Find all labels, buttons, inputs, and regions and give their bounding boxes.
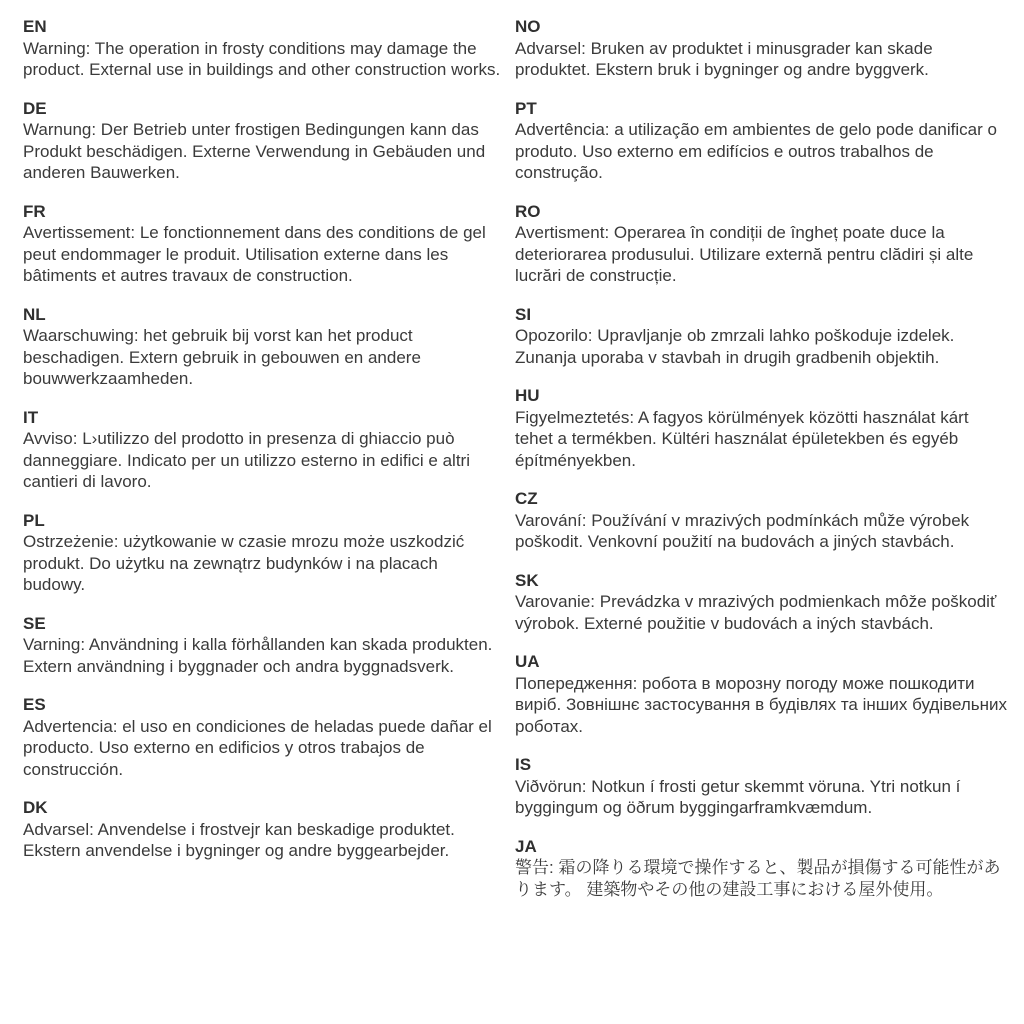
language-code-label: FR (23, 201, 46, 221)
warning-text: Avertisment: Operarea în condiții de îngheț poate duce la deteriorarea produsului. Utilizare externă pentru clădiri și alte lucrări de construcție. (515, 223, 974, 285)
language-code-label: PT (515, 98, 537, 118)
warning-text: Warnung: Der Betrieb unter frostigen Bedingungen kann das Produkt beschädigen. Externe Verwendung in Gebäuden und anderen Bauwerken. (23, 120, 486, 182)
warning-section-pl (23, 510, 501, 596)
warning-text: Opozorilo: Upravljanje ob zmrzali lahko poškoduje izdelek. Zunanja uporaba v stavbah in drugih gradbenih objektih. (515, 326, 955, 367)
language-code-label: NL (23, 304, 46, 324)
warning-section-hu (515, 385, 1011, 471)
warning-column-right (515, 16, 1011, 917)
warning-text: Advarsel: Bruken av produktet i minusgrader kan skade produktet. Ekstern bruk i bygninger og andre byggverk. (515, 38, 933, 79)
warning-text: Попередження: робота в морозну погоду може пошкодити виріб. Зовнішнє застосування в будівлях та інших будівельних роботах. (515, 673, 1008, 736)
warning-section-si (515, 304, 1011, 369)
warning-text: 警告: 霜の降りる環境で操作すると、製品が損傷する可能性があります。 建築物やその他の建設工事における屋外使用。 (515, 858, 1001, 899)
warning-section-es (23, 694, 501, 780)
warning-text: Ostrzeżenie: użytkowanie w czasie mrozu może uszkodzić produkt. Do użytku na zewnątrz budynków i na placach budowy. (23, 532, 465, 594)
warning-section-pt (515, 98, 1011, 184)
warning-text: Varování: Používání v mrazivých podmínkách může výrobek poškodit. Venkovní použití na budovách a jiných stavbách. (515, 510, 970, 551)
language-code-label: RO (515, 201, 541, 221)
warning-section-ro (515, 201, 1011, 287)
language-code-label: SE (23, 613, 46, 633)
warning-text: Figyelmeztetés: A fagyos körülmények közötti használat kárt tehet a termékben. Kültéri használat épületekben és egyéb építményekben. (515, 407, 969, 470)
warning-section-is (515, 754, 1011, 819)
language-code-label: IS (515, 755, 532, 774)
language-code-label: DK (23, 798, 48, 817)
language-code-label: UA (515, 652, 540, 671)
warning-section-sk (515, 570, 1011, 635)
warning-text: Viðvörun: Notkun í frosti getur skemmt vöruna. Ytri notkun í byggingum og öðrum byggingarframkvæmdum. (515, 776, 961, 817)
warning-section-it (23, 407, 501, 493)
warning-text: Varovanie: Prevádzka v mrazivých podmienkach môže poškodiť výrobok. Externé použitie v budovách a iných stavbách. (515, 592, 997, 633)
warning-text: Waarschuwing: het gebruik bij vorst kan het product beschadigen. Extern gebruik in gebouwen en andere bouwwerkzaamheden. (23, 326, 421, 388)
warning-text: Warning: The operation in frosty conditions may damage the product. External use in buildings and other construction works. (23, 38, 501, 79)
language-code-label: PL (23, 510, 45, 530)
warning-text: Avertissement: Le fonctionnement dans des conditions de gel peut endommager le produit. Utilisation externe dans les bâtiments et autres travaux de construction. (23, 223, 486, 285)
warning-text: Advarsel: Anvendelse i frostvejr kan beskadige produktet. Ekstern anvendelse i bygninger og andre byggearbejder. (23, 819, 455, 860)
warning-text: Varning: Användning i kalla förhållanden kan skada produkten. Extern användning i byggnader och andra byggnadsverk. (23, 635, 493, 676)
warning-text: Advertencia: el uso en condiciones de heladas puede dañar el producto. Uso externo en edificios y otros trabajos de construcción. (23, 716, 492, 779)
language-code-label: NO (515, 17, 541, 36)
warning-section-no (515, 16, 1011, 81)
warning-text: Avviso: L›utilizzo del prodotto in presenza di ghiaccio può danneggiare. Indicato per un utilizzo esterno in edifici e altri cantieri di lavoro. (23, 429, 470, 491)
warning-section-ua (515, 651, 1011, 737)
language-code-label: DE (23, 98, 47, 118)
language-code-label: JA (515, 836, 537, 856)
warning-section-se (23, 613, 501, 678)
language-code-label: SK (515, 570, 539, 590)
warning-text: Advertência: a utilização em ambientes de gelo pode danificar o produto. Uso externo em edifícios e outros trabalhos de construção. (515, 120, 997, 182)
language-code-label: SI (515, 304, 532, 324)
warning-section-cz (515, 488, 1011, 553)
language-code-label: IT (23, 407, 39, 427)
language-code-label: EN (23, 17, 47, 36)
warning-column-left (23, 16, 501, 917)
warning-section-nl (23, 304, 501, 390)
warning-section-dk (23, 797, 501, 862)
warning-section-ja (515, 836, 1011, 901)
language-code-label: CZ (515, 489, 538, 508)
warning-section-de (23, 98, 501, 184)
language-code-label: HU (515, 386, 540, 405)
warning-section-fr (23, 201, 501, 287)
warning-section-en (23, 16, 501, 81)
language-code-label: ES (23, 695, 46, 714)
